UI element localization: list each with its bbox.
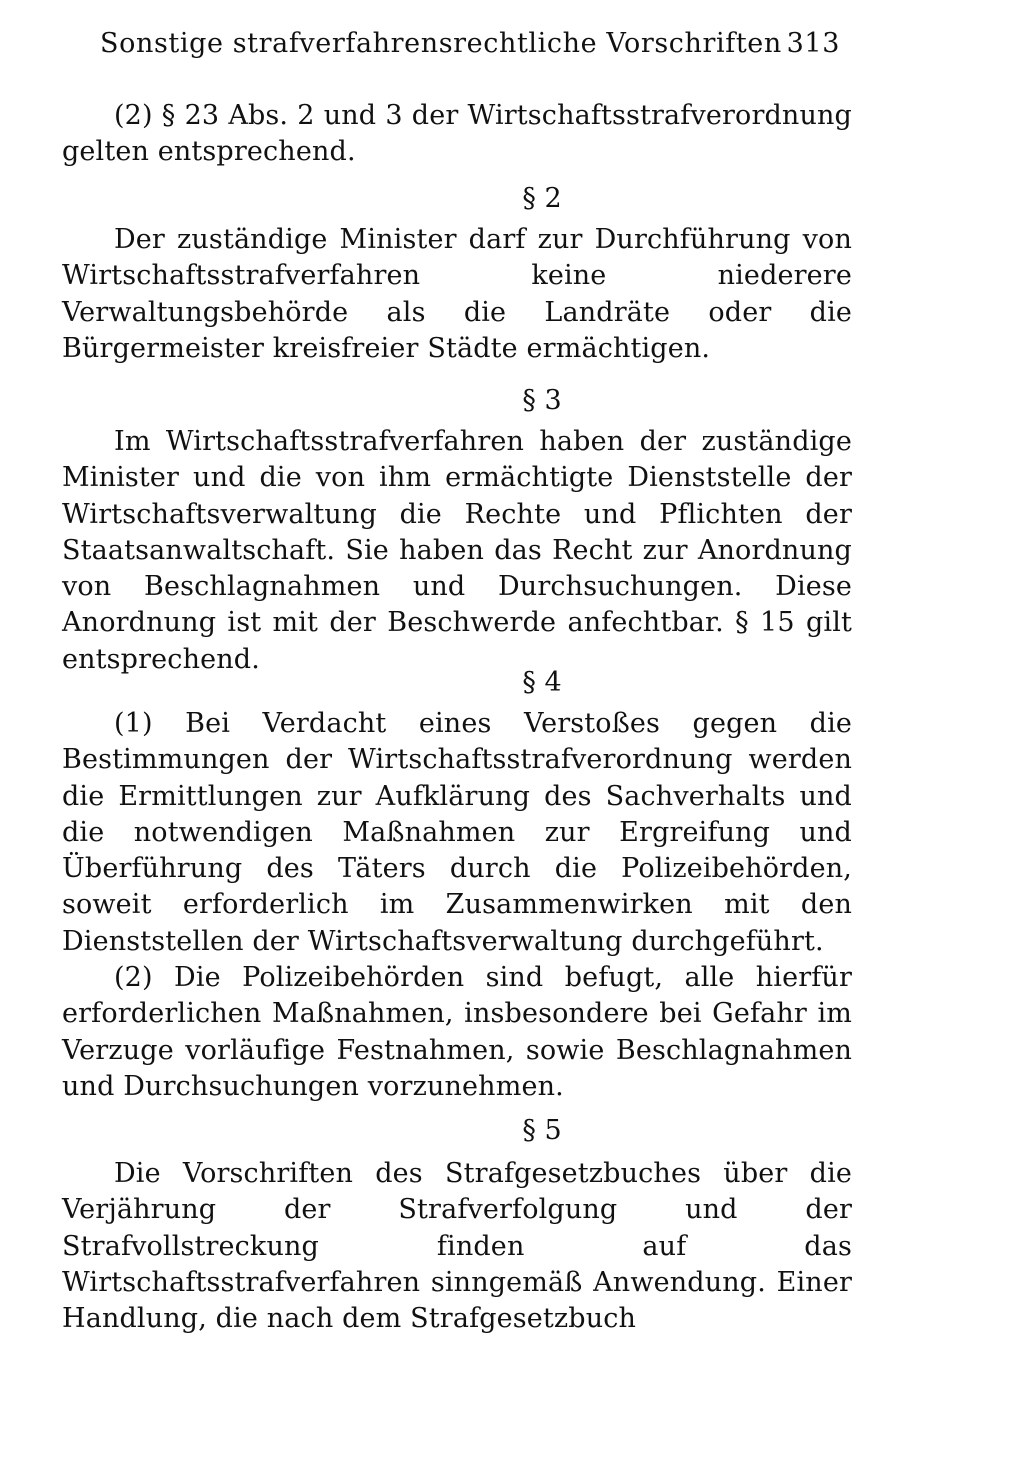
section-3-heading: § 3 xyxy=(522,385,562,416)
running-header xyxy=(100,28,840,72)
section-1-paragraph-2: (2) § 23 Abs. 2 und 3 der Wirtschaftsstrafverordnung gelten entsprechend. xyxy=(62,100,852,168)
section-4-heading: § 4 xyxy=(522,667,562,698)
section-3-text: Im Wirtschaftsstrafverfahren haben der zuständige Minister und die von ihm ermächtigte Dienststelle der Wirtschaftsverwaltung die Rechte und Pflichten der Staatsanwaltschaft. Sie haben das Recht zur Anordnung von Beschlagnahmen und Durchsuchungen. Diese Anordnung ist mit der Beschwerde anfechtbar. § 15 gilt entsprechend. xyxy=(62,426,852,675)
section-5-heading: § 5 xyxy=(522,1115,562,1146)
section-4-paragraph-1: (1) Bei Verdacht eines Verstoßes gegen die Bestimmungen der Wirtschaftsstrafverordnung werden die Ermittlungen zur Aufklärung des Sachverhalts und die notwendigen Maßnahmen zur Ergreifung und Überführung des Täters durch die Polizeibehörden, soweit erforderlich im Zusammenwirken mit den Dienststellen der Wirtschaftsverwaltung durchgeführt. xyxy=(62,708,852,957)
section-5-text: Die Vorschriften des Strafgesetzbuches über die Verjährung der Strafverfolgung und der Strafvollstreckung finden auf das Wirtschaftsstrafverfahren sinngemäß Anwendung. Einer Handlung, die nach dem Strafgesetzbuch xyxy=(62,1158,852,1335)
page-number: 313 xyxy=(786,28,840,59)
section-4-paragraph-2: (2) Die Polizeibehörden sind befugt, alle hierfür erforderlichen Maßnahmen, insbesondere bei Gefahr im Verzuge vorläufige Festnahmen, sowie Beschlagnahmen und Durchsuchungen vorzunehmen. xyxy=(62,962,852,1102)
section-2-heading: § 2 xyxy=(522,183,562,214)
running-title: Sonstige strafverfahrensrechtliche Vorschriften xyxy=(100,28,782,59)
section-2-text: Der zuständige Minister darf zur Durchführung von Wirtschaftsstrafverfahren keine niederere Verwaltungsbehörde als die Landräte oder die Bürgermeister kreisfreier Städte ermächtigen. xyxy=(62,224,852,364)
